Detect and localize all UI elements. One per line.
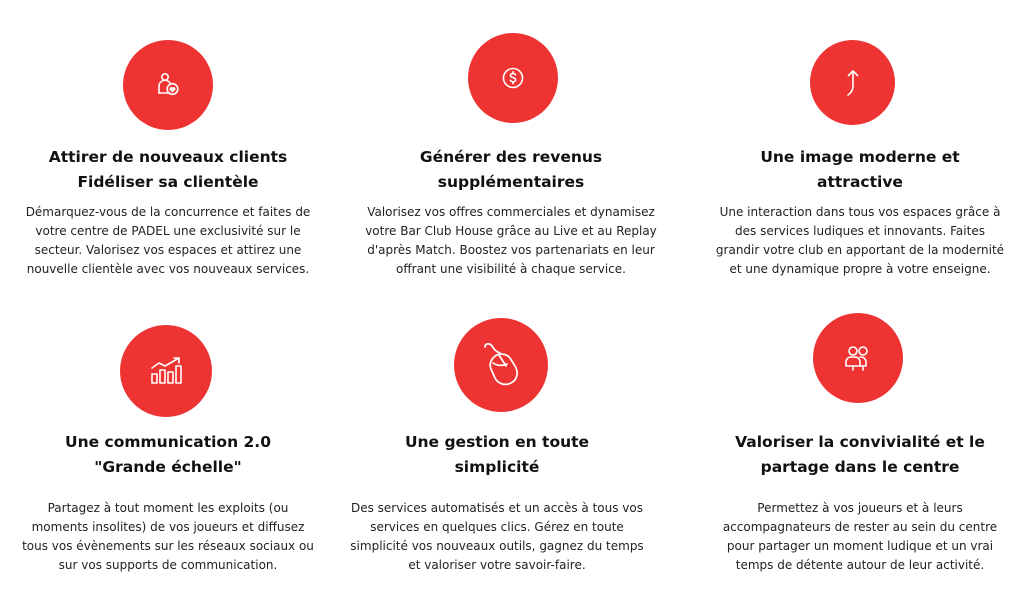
card-description: Démarquez-vous de la concurrence et faites de votre centre de PADEL une exclusivité sur le secteur. Valorisez vos espaces et attirez une nouvelle clientèle avec vos nouveaux services. — [25, 205, 311, 276]
icon-circle — [123, 40, 213, 130]
card-description: Une interaction dans tous vos espaces grâce à des services ludiques et innovants. Faites grandir votre club en apportant de la modernité et une dynamique propre à votre enseigne. — [715, 205, 1005, 276]
card-title: Générer des revenus supplémentaires — [419, 148, 603, 191]
card-title: Valoriser la convivialité et le partage dans le centre — [735, 433, 985, 476]
dollar-coin-icon — [500, 65, 526, 91]
icon-circle — [468, 33, 558, 123]
person-heart-icon — [155, 72, 181, 98]
growth-chart-icon — [149, 356, 183, 386]
group-people-icon — [843, 344, 873, 372]
icon-circle — [810, 40, 895, 125]
icon-circle — [813, 313, 903, 403]
icon-circle — [120, 325, 212, 417]
card-title: Une gestion en toute simplicité — [404, 433, 590, 476]
card-description: Valorisez vos offres commerciales et dynamisez votre Bar Club House grâce au Live et au Replay d'après Match. Boostez vos partenariats en leur offrant une visibilité à chaque service. — [365, 205, 657, 276]
arrow-up-icon — [841, 68, 865, 98]
card-description: Partagez à tout moment les exploits (ou moments insolites) de vos joueurs et diffusez tous vos évènements sur les réseaux sociaux ou sur vos supports de communication. — [22, 501, 314, 572]
card-title: Une communication 2.0 "Grande échelle" — [65, 433, 271, 476]
card-description: Des services automatisés et un accès à tous vos services en quelques clics. Gérez en toute simplicité vos nouveaux outils, gagnez du temps et valoriser votre savoir-faire. — [350, 501, 644, 572]
computer-mouse-icon — [481, 341, 521, 389]
card-description: Permettez à vos joueurs et à leurs accompagnateurs de rester au sein du centre pour partager un moment ludique et un vrai temps de détente autour de leur activité. — [722, 501, 998, 572]
card-title: Attirer de nouveaux clients Fidéliser sa clientèle — [48, 148, 288, 191]
icon-circle — [454, 318, 548, 412]
card-title: Une image moderne et attractive — [760, 148, 960, 191]
